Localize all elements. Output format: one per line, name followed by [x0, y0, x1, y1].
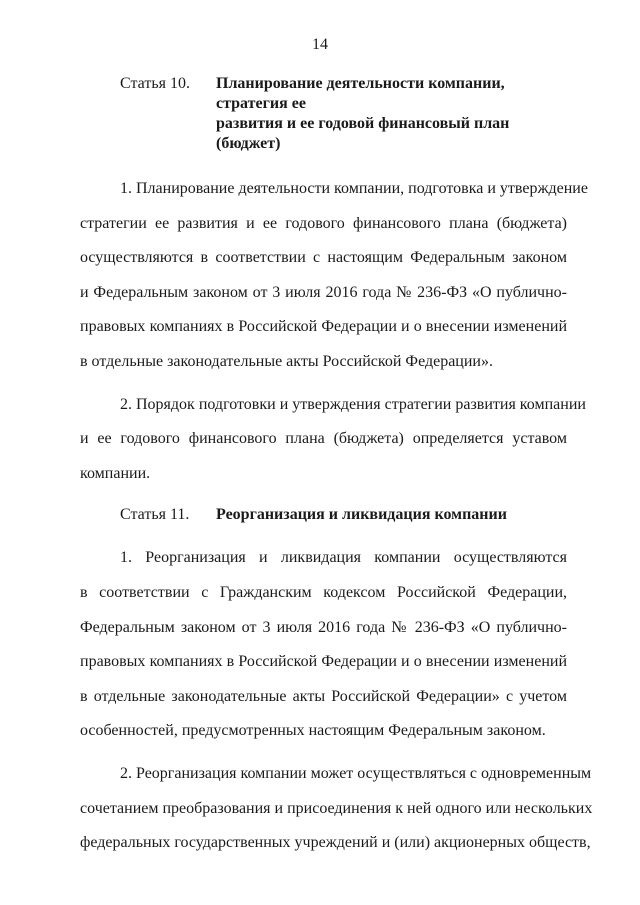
text-line: стратегии ее развития и ее годового финансового плана (бюджета)	[80, 214, 567, 232]
text-line: правовых компаниях в Российской Федерации и о внесении изменений	[80, 653, 567, 671]
text-line: в отдельные законодательные акты Российской Федерации» с учетом	[80, 687, 567, 705]
article-10-title-line-2: развития и ее годовой финансовый план (бюджет)	[216, 115, 510, 152]
article-11-paragraph-1	[80, 541, 567, 749]
text-line: особенностей, предусмотренных настоящим Федеральным законом.	[80, 722, 546, 740]
article-10-heading	[80, 74, 567, 154]
article-11-title: Реорганизация и ликвидация компании	[216, 506, 507, 524]
text-line: 2. Порядок подготовки и утверждения стратегии развития компании	[120, 395, 586, 413]
text-line: Федеральным законом от 3 июля 2016 года № 236-ФЗ «О публично-	[80, 618, 567, 636]
text-line: и ее годового финансового плана (бюджета) определяется уставом	[80, 430, 567, 448]
article-10-paragraph-1	[80, 172, 588, 380]
article-10-title-line-1: Планирование деятельности компании, стратегия ее	[216, 75, 505, 112]
text-line: компании.	[80, 464, 151, 482]
text-line: и Федеральным законом от 3 июля 2016 года № 236-ФЗ «О публично-	[80, 283, 567, 301]
article-10-paragraph-2	[80, 388, 586, 492]
article-11-label: Статья 11.	[120, 506, 190, 524]
text-line: в отдельные законодательные акты Российской Федерации».	[80, 352, 493, 370]
text-line: 2. Реорганизация компании может осуществляться с одновременным	[120, 764, 592, 782]
document-body	[80, 74, 593, 861]
page-number: 14	[312, 36, 328, 53]
text-line: сочетанием преобразования и присоединения к ней одного или нескольких	[80, 799, 593, 817]
text-line: правовых компаниях в Российской Федерации и о внесении изменений	[80, 318, 567, 336]
text-line: 1. Планирование деятельности компании, подготовка и утверждение	[120, 180, 588, 197]
text-line: осуществляются в соответствии с настоящим Федеральным законом	[80, 249, 567, 267]
article-10-label: Статья 10.	[120, 75, 190, 92]
text-line: 1. Реорганизация и ликвидация компании осуществляются	[120, 549, 567, 567]
text-line: федеральных государственных учреждений и (или) акционерных обществ,	[80, 834, 591, 852]
article-11-heading	[80, 505, 567, 525]
article-11-paragraph-2	[80, 757, 593, 861]
article-10-title	[216, 74, 561, 154]
text-line: в соответствии с Гражданским кодексом Российской Федерации,	[80, 583, 567, 601]
